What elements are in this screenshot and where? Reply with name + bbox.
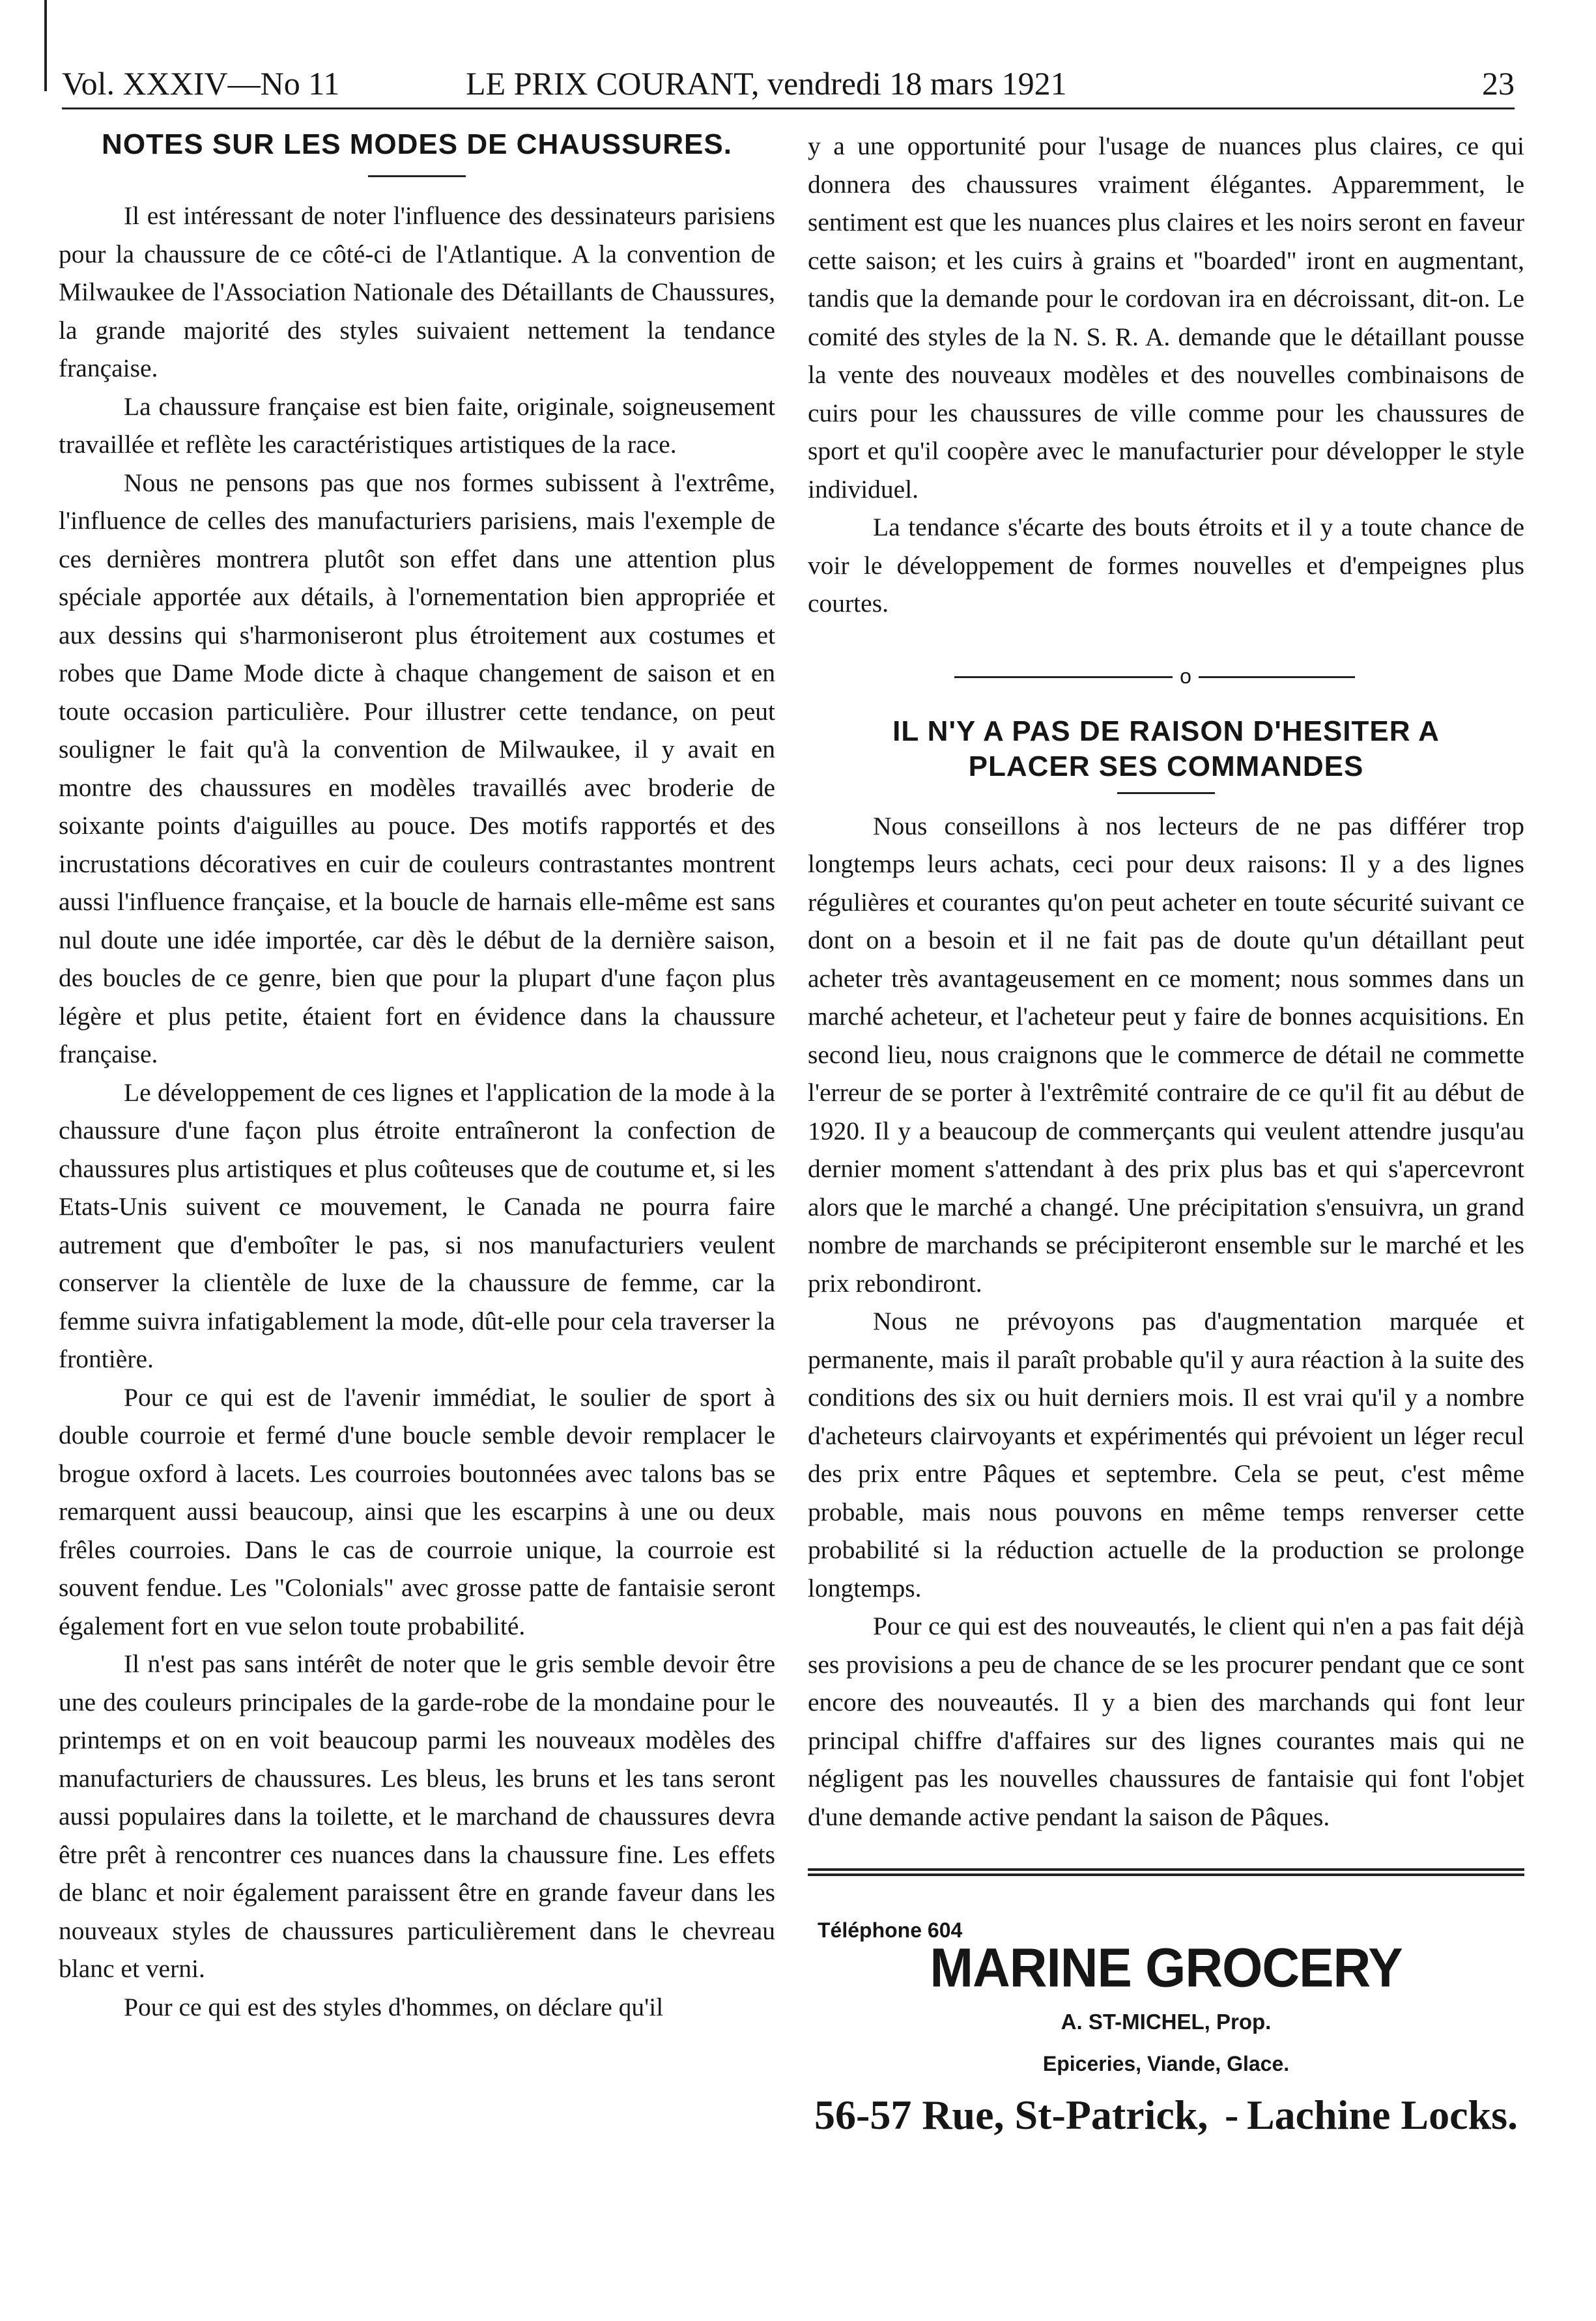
publication-title: LE PRIX COURANT, vendredi 18 mars 1921 xyxy=(466,65,1067,102)
ad-city: Lachine Locks. xyxy=(1246,2092,1518,2138)
article2-heading xyxy=(808,714,1524,784)
ad-dash: - xyxy=(1225,2092,1239,2138)
heading-rule xyxy=(368,175,466,177)
ad-proprietor: A. ST-MICHEL, Prop. xyxy=(1061,2010,1272,2034)
article-separator xyxy=(808,662,1524,701)
article1-paragraph: Nous ne pensons pas que nos formes subissent à l'extrême, l'influence de celles des manufacturiers parisiens, mais l'exemple de ces dernières montrera plutôt son effet dans une attention plus spéciale apportée aux détails, à l'ornementation bien appropriée et aux dessins qui s'harmoniseront plus étroitement aux costumes et robes que Dame Mode dicte à chaque changement de saison et en toute occasion particulière. Pour illustrer cette tendance, on peut souligner le fait qu'à la convention de Milwaukee, il y avait en montre des chaussures en modèles travaillés avec broderie de soixante points d'aiguilles au pouce. Des motifs rapportés et des incrustations décoratives en cuir de couleurs contrastantes montrent aussi l'influence française, et la boucle de harnais elle-même est sans nul doute une idée importée, car dès le début de la dernière saison, des boucles de ce genre, bien que pour la plupart d'une façon plus légère et plus petite, étaient fort en évidence dans la chaussure française. xyxy=(59,468,775,1068)
article2-heading-line: PLACER SES COMMANDES xyxy=(968,750,1364,782)
page-edge-line xyxy=(44,0,47,91)
article1-heading: NOTES SUR LES MODES DE CHAUSSURES. xyxy=(102,128,732,160)
right-column xyxy=(808,127,1524,2202)
article1-continuation: La tendance s'écarte des bouts étroits et il y a toute chance de voir le développement de formes nouvelles et d'empeignes plus courtes. xyxy=(808,513,1524,618)
separator-rule-left xyxy=(954,676,1173,678)
article1-paragraph: Pour ce qui est des styles d'hommes, on déclare qu'il xyxy=(124,1992,664,2021)
ad-address: 56-57 Rue, St-Patrick, xyxy=(814,2092,1208,2138)
heading-rule xyxy=(1117,792,1215,794)
separator-glyph: o xyxy=(1180,664,1191,688)
article1-paragraph: Il n'est pas sans intérêt de noter que le gris semble devoir être une des couleurs principales de la garde-robe de la mondaine pour le printemps et on en voit beaucoup parmi les nouveaux modèles des manufacturiers de chaussures. Les bleus, les bruns et les tans seront aussi populaires dans la toilette, et le marchand de chaussures devra être prêt à rencontrer ces nuances dans la chaussure fine. Les effets de blanc et noir également paraissent être en grande faveur dans les nouveaux styles de chaussures particulièrement dans le chevreau blanc et verni. xyxy=(59,1649,775,1983)
separator-rule-right xyxy=(1199,676,1355,678)
ad-double-rule xyxy=(808,1868,1524,1876)
article1-paragraph: Il est intéressant de noter l'influence des dessinateurs parisiens pour la chaussure de ce côté-ci de l'Atlantique. A la convention de Milwaukee de l'Association Nationale des Détaillants de Chaussures, la grande majorité des styles suivaient nettement la tendance française. xyxy=(59,201,775,382)
article2-heading-line: IL N'Y A PAS DE RAISON D'HESITER A xyxy=(892,715,1440,747)
left-column xyxy=(59,127,775,2026)
volume-number: Vol. XXXIV—No 11 xyxy=(62,65,340,102)
page-header xyxy=(62,62,1515,109)
article2-paragraph: Pour ce qui est des nouveautés, le client qui n'en a pas fait déjà ses provisions a peu de chance de se les procurer pendant que ce sont encore des nouveautés. Il y a bien des marchands qui font leur principal chiffre d'affaires sur des lignes courantes mais qui ne négligent pas les nouvelles chaussures de fantaisie qui font l'objet d'une demande active pendant la saison de Pâques. xyxy=(808,1612,1524,1831)
ad-services: Epiceries, Viande, Glace. xyxy=(1042,2052,1290,2075)
marine-grocery-advertisement xyxy=(808,1896,1524,2202)
ad-telephone: Téléphone 604 xyxy=(818,1918,963,1942)
article2-paragraph: Nous ne prévoyons pas d'augmentation marquée et permanente, mais il paraît probable qu'il y aura réaction à la suite des conditions des six ou huit derniers mois. Il est vrai qu'il y a nombre d'acheteurs clairvoyants et expérimentés qui prévoient un léger recul des prix entre Pâques et septembre. Cela se peut, c'est même probable, mais nous pouvons en même temps renverser cette probabilité si la réduction actuelle de la production se prolonge longtemps. xyxy=(808,1307,1524,1602)
page-number: 23 xyxy=(1482,65,1515,102)
article1-paragraph: Pour ce qui est de l'avenir immédiat, le soulier de sport à double courroie et fermé d'une boucle semble devoir remplacer le brogue oxford à lacets. Les courroies boutonnées avec talons bas se remarquent aussi beaucoup, ainsi que les escarpins à une ou deux frêles courroies. Dans le cas de courroie unique, la courroie est souvent fendue. Les "Colonials" avec grosse patte de fantaisie seront également fort en vue selon toute probabilité. xyxy=(59,1382,775,1640)
article1-paragraph: La chaussure française est bien faite, originale, soigneusement travaillée et reflète les caractéristiques artistiques de la race. xyxy=(59,392,775,459)
article1-continuation: y a une opportunité pour l'usage de nuances plus claires, ce qui donnera des chaussures vraiment élégantes. Apparemment, le sentiment est que les nuances plus claires et les noirs seront en faveur cette saison; et les cuirs à grains et "boarded" iront en augmentant, tandis que la demande pour le cordovan ira en décroissant, dit-on. Le comité des styles de la N. S. R. A. demande que le détaillant pousse la vente des nouveaux modèles et des nouvelles combinaisons de cuirs pour les chaussures de ville comme pour les chaussures de sport et qu'il coopère avec le manufacturier pour développer le style individuel. xyxy=(808,132,1524,504)
article2-paragraph: Nous conseillons à nos lecteurs de ne pas différer trop longtemps leurs achats, ceci pour deux raisons: Il y a des lignes régulières et courantes qu'on peut acheter en toute sécurité suivant ce dont on a besoin et il ne fait pas de doute qu'un détaillant peut acheter très avantageusement en ce moment; nous sommes dans un marché acheteur, et l'acheteur peut y faire de bonnes acquisitions. En second lieu, nous craignons que le commerce de détail ne commette l'erreur de se porter à l'extrêmité contraire de ce qu'il fit au début de 1920. Il y a beaucoup de commerçants qui veulent attendre jusqu'au dernier moment s'attendant à des prix plus bas et qui s'apercevront alors que le marché a changé. Une précipitation s'ensuivra, un grand nombre de marchands se précipiteront ensemble sur le marché et les prix rebondiront. xyxy=(808,811,1524,1298)
article1-paragraph: Le développement de ces lignes et l'application de la mode à la chaussure d'une façon plus étroite entraîneront la confection de chaussures plus artistiques et plus coûteuses que de coutume et, si les Etats-Unis suivent ce mouvement, le Canada ne pourra faire autrement que d'emboîter le pas, si nos manufacturiers veulent conserver la clientèle de luxe de la chaussure de femme, car la femme suivra infatigablement la mode, dût-elle pour cela traverser la frontière. xyxy=(59,1077,775,1373)
ad-business-name: MARINE GROCERY xyxy=(930,1937,1403,1999)
